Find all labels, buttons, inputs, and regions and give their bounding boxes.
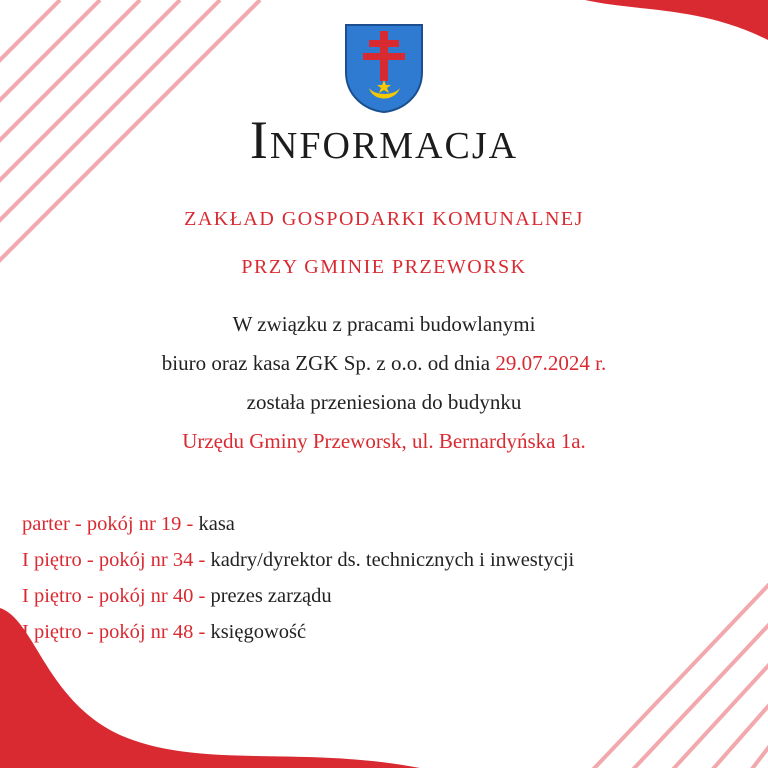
page-title: Informacja [249,110,519,170]
coat-of-arms-icon [343,22,425,114]
body-line-2 [0,351,768,376]
new-address: Urzędu Gminy Przeworsk, ul. Bernardyńska 1a. [182,429,586,453]
subtitle-municipality: PRZY GMINIE PRZEWORSK [241,256,527,278]
red-wave-top-right [585,0,768,40]
body-line-2-text: biuro oraz kasa ZGK Sp. z o.o. od dnia [161,351,491,375]
subtitle-company: ZAKŁAD GOSPODARKI KOMUNALNEJ [184,208,584,230]
room-purpose: kadry/dyrektor ds. technicznych i inwestycji [210,549,575,571]
room-purpose: prezes zarządu [210,585,332,607]
room-item [22,614,752,650]
room-item [22,542,752,578]
room-location: I piętro - pokój nr 48 - [22,621,206,643]
room-location: I piętro - pokój nr 34 - [22,549,206,571]
room-purpose: kasa [198,513,235,535]
relocation-date: 29.07.2024 r. [495,351,607,375]
room-location: parter - pokój nr 19 - [22,513,194,535]
room-item [22,578,752,614]
body-line-3: została przeniesiona do budynku [246,390,522,414]
body-line-1: W związku z pracami budowlanymi [232,312,536,336]
room-purpose: księgowość [210,621,307,643]
room-location: I piętro - pokój nr 40 - [22,585,206,607]
room-item [22,506,752,542]
room-list [22,506,752,650]
